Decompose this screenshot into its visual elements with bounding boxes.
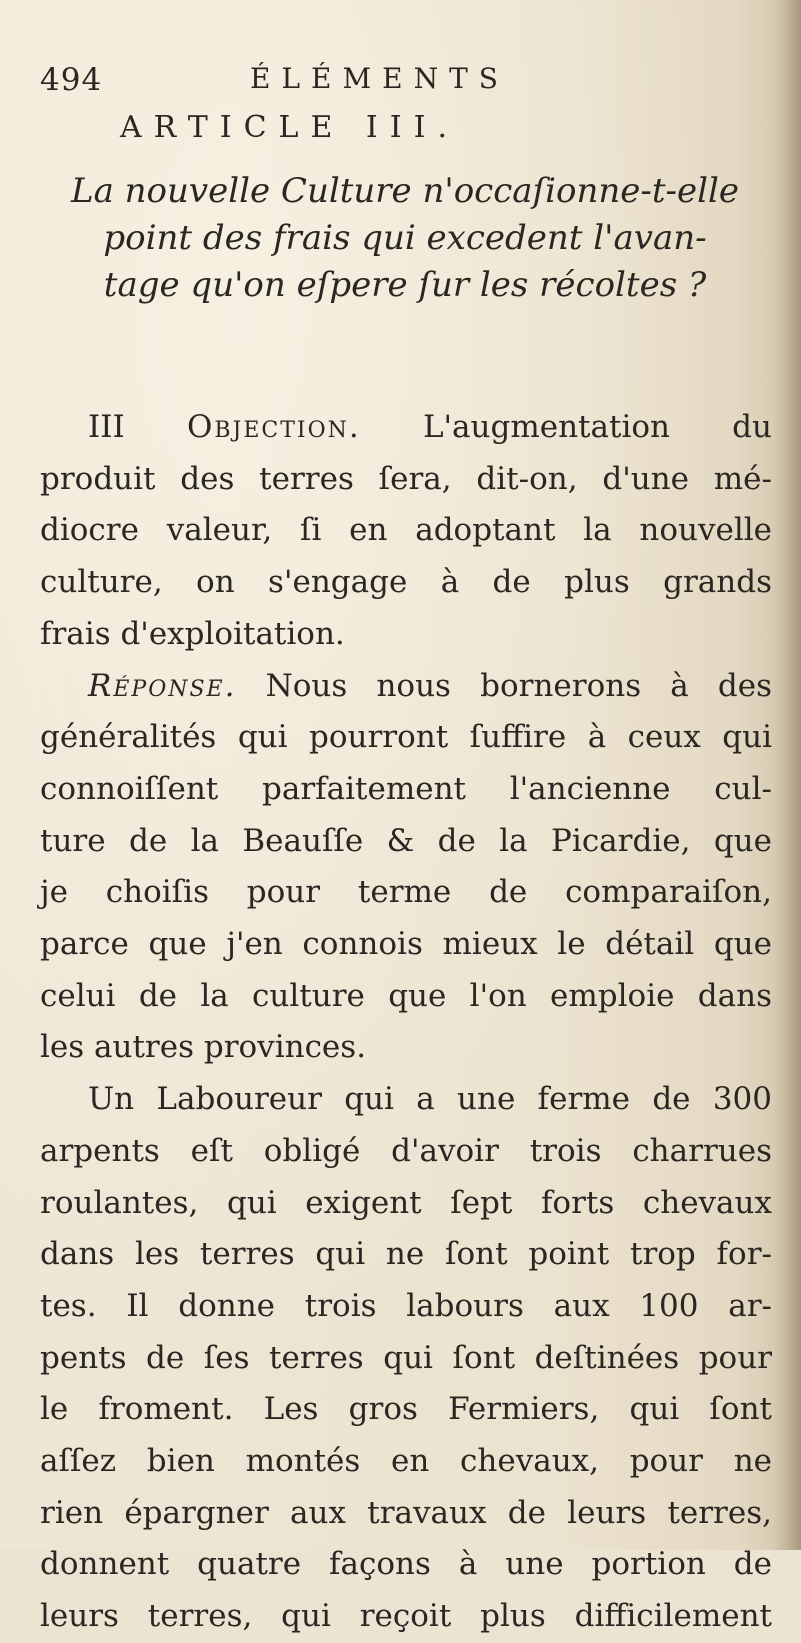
farming-line: rien épargner aux travaux de leurs terres, bbox=[40, 1494, 772, 1531]
reponse-line: les autres provinces. bbox=[40, 1029, 367, 1066]
objection-first-line bbox=[40, 402, 772, 454]
objection-first-line-text: L'augmentation du bbox=[422, 409, 772, 445]
running-head: ÉLÉMENTS bbox=[250, 62, 509, 95]
reponse-line: connoiſſent parfaitement l'ancienne cul- bbox=[40, 770, 772, 807]
page-edge-shadow bbox=[773, 0, 801, 1550]
reponse-line: généralités qui pourront ſuffire à ceux qui bbox=[40, 719, 772, 756]
reponse-label: Réponse. bbox=[88, 667, 237, 704]
farming-line: dans les terres qui ne ſont point trop for- bbox=[40, 1236, 772, 1273]
farming-line: Un Laboureur qui a une ferme de 300 bbox=[88, 1081, 772, 1118]
farming-line: arpents eſt obligé d'avoir trois charrues bbox=[40, 1132, 772, 1169]
reponse-line: parce que j'en connois mieux le détail que bbox=[40, 926, 772, 963]
question-line: La nouvelle Culture n'occaſionne-t-elle bbox=[71, 171, 739, 211]
farming-line: leurs terres, qui reçoit plus difficilement bbox=[40, 1598, 772, 1635]
objection-line: frais d'exploitation. bbox=[40, 615, 345, 652]
question-line: tage qu'on eſpere ſur les récoltes ? bbox=[103, 265, 707, 305]
article-heading: ARTICLE III. bbox=[120, 110, 459, 145]
reponse-line: celui de la culture que l'on emploie dans bbox=[40, 977, 772, 1014]
reponse-first-line-text: Nous nous bornerons à des bbox=[265, 667, 772, 704]
farming-line: le froment. Les gros Fermiers, qui ſont bbox=[40, 1391, 772, 1428]
reponse-paragraph bbox=[40, 661, 772, 1075]
body-text bbox=[40, 402, 772, 1643]
reponse-first-line bbox=[40, 661, 772, 713]
objection-label: Objection. bbox=[186, 409, 361, 445]
reponse-line: je choiſis pour terme de comparaiſon, bbox=[40, 874, 772, 911]
farming-line: roulantes, qui exigent ſept forts chevaux bbox=[40, 1184, 772, 1221]
farming-line: donnent quatre façons à une portion de bbox=[40, 1546, 772, 1583]
farming-line: tes. Il donne trois labours aux 100 ar- bbox=[40, 1287, 772, 1324]
objection-paragraph bbox=[40, 402, 772, 661]
page-number: 494 bbox=[40, 62, 103, 98]
farming-paragraph bbox=[40, 1074, 772, 1643]
objection-line: diocre valeur, ſi en adoptant la nouvelle bbox=[40, 512, 772, 549]
article-question bbox=[40, 168, 770, 309]
objection-line: culture, on s'engage à de plus grands bbox=[40, 564, 772, 601]
question-line: point des frais qui excedent l'avan- bbox=[103, 218, 707, 258]
objection-line: produit des terres ſera, dit-on, d'une mé- bbox=[40, 460, 772, 497]
farming-line: aſſez bien montés en chevaux, pour ne bbox=[40, 1443, 772, 1480]
farming-line: pents de ſes terres qui ſont deſtinées pour bbox=[40, 1339, 772, 1376]
objection-number: III bbox=[88, 409, 125, 445]
reponse-line: ture de la Beauſſe & de la Picardie, que bbox=[40, 822, 772, 859]
page-header bbox=[40, 62, 760, 102]
